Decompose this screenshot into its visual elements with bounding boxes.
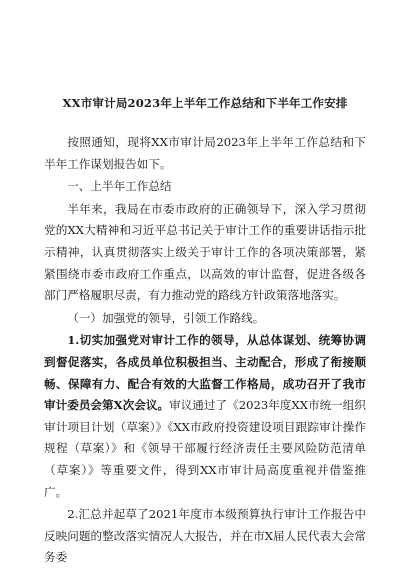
item-2-paragraph: 2.汇总并起草了2021年度市本级预算执行审计工作报告中反映问题的整改落实情况人大报告，并在市X届人民代表大会常务委 [44, 507, 366, 565]
intro-paragraph: 按照通知，现将XX市审计局2023年上半年工作总结和下半年工作谋划报告如下。 [44, 135, 366, 171]
item-1-text: 审议通过了《2023年度XX市统一组织审计项目计划（草案）》《XX市政府投资建设项目跟踪审计操作规程（草案）》和《领导干部履行经济责任主要风险防范清单（草案）》等重要文件，得到XX市审计局高度重视并借鉴推广。 [44, 398, 366, 499]
subsection-heading: （一）加强党的领导，引领工作路线。 [67, 310, 265, 325]
section-heading: 一、上半年工作总结 [67, 179, 172, 194]
item-1-bold-text: 1.切实加强党对审计工作的领导，从总体谋划、统筹协调到督促落实，各成员单位积极担当、主动配合，形成了衔接顺畅、保障有力、配合有效的大监督工作格局，成功召开了我市审计委员会第X次会议。 [44, 333, 366, 413]
section-paragraph: 半年来，我局在市委市政府的正确领导下，深入学习贯彻党的XX大精神和习近平总书记关于审计工作的重要讲话指示批示精神，认真贯彻落实上级关于审计工作的各项决策部署，紧紧围绕市委市政府工作重点，以高效的审计监督，促进各级各部门严格履职尽责，有力推动党的路线方针政策落地落实。 [44, 201, 366, 303]
item-1-paragraph [44, 330, 366, 503]
document-title: XX市审计局2023年上半年工作总结和下半年工作安排 [62, 96, 348, 110]
